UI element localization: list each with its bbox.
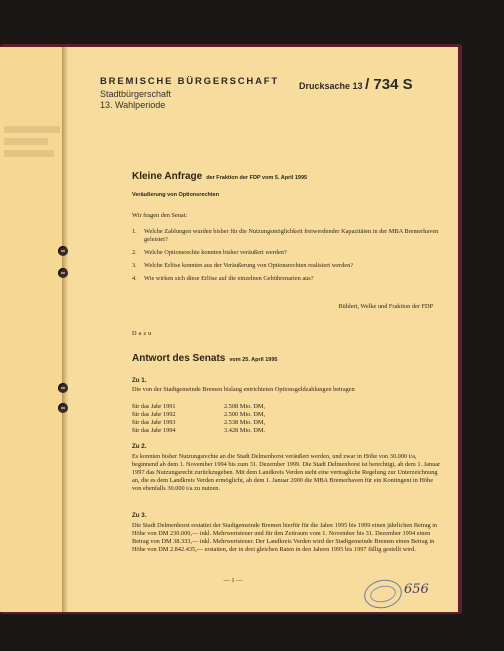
anfrage-subject: Veräußerung von Optionsrechten — [132, 192, 220, 198]
anfrage-title-date: der Fraktion der FDP vom 5. April 1995 — [206, 175, 308, 181]
anfrage-signature: Bühlert, Welke und Fraktion der FDP — [338, 303, 433, 310]
org-name: BREMISCHE BÜRGERSCHAFT — [100, 76, 279, 87]
left-page — [0, 47, 64, 612]
punch-hole — [58, 246, 68, 256]
zu2-text: Es konnten bisher Nutzungsrechte an die Stadt Delmenhorst veräußert werden, und zwar in Höhe von 30.000 t/a, beginnend ab dem 1. November 1994 bis zum 31. Dezember 1999. Die Stadt Delmenhorst ist berechtigt, ab dem 1. Januar 1997 das Nutzungsrecht zurückzugeben. Mit dem Landkreis Verden steht eine vertragliche Regelung zur Unterzeichnung an, die es dem Landkreis Verden ermöglicht, ab dem 1. Januar 2000 die MBA Bremerhaven für ein Kontingent in Höhe von ebenfalls 30.000 t/a zu nutzen. — [132, 453, 441, 493]
antwort-title-date: vom 25. April 1995 — [229, 357, 278, 363]
payments-table — [132, 403, 265, 435]
question-list — [132, 228, 442, 288]
question-number: 1. — [132, 228, 137, 235]
punch-hole — [58, 268, 68, 278]
payments-table-wrap — [132, 403, 442, 435]
question-number: 4. — [132, 275, 137, 283]
anfrage-title-main: Kleine Anfrage — [132, 171, 203, 182]
questions — [132, 228, 442, 283]
page-number: — 1 — — [223, 577, 243, 584]
year-label: für das Jahr 1992 — [132, 411, 176, 418]
anfrage-intro: Wir fragen den Senat: — [132, 212, 188, 219]
org-sub-2: 13. Wahlperiode — [100, 100, 166, 110]
left-page-bleed-text — [4, 121, 60, 162]
zu3-text: Die Stadt Delmenhorst erstattet der Stadtgemeinde Bremen hierfür für die Jahre 1995 bis 1999 einen jährlichen Betrag in Höhe von DM 230.000,— inkl. Mehrwertsteuer und für den Zeitraum vom 1. November bis 31. Dezember 1994 einen Betrag von DM 38.333,— inkl. Mehrwertsteuer. Der Landkreis Verden wird der Stadtgemeinde Bremen einen Betrag in Höhe von DM 2.842.435,— erstatten, der in drei gleichen Raten in den Jahren 1995 bis 1997 fällig gestellt wird. — [132, 522, 438, 554]
table-row — [132, 419, 265, 427]
antwort-title — [132, 348, 442, 366]
punch-hole — [58, 403, 68, 413]
amount-value: 2.500 Mio. DM, — [224, 411, 266, 418]
question-number: 3. — [132, 262, 137, 270]
question-item — [132, 228, 442, 244]
drucksache-number — [299, 76, 449, 93]
org-sub-1: Stadtbürgerschaft — [100, 89, 172, 99]
drucksache-id: / 734 S — [365, 76, 413, 93]
punch-hole — [58, 383, 68, 393]
handwritten-page-number: 656 — [404, 582, 429, 597]
question-item — [132, 249, 442, 257]
zu2-label: Zu 2. — [132, 443, 147, 450]
table-row — [132, 403, 265, 411]
question-number: 2. — [132, 249, 137, 257]
table-row — [132, 411, 265, 419]
question-text: Welche Optionsrechte konnten bisher veräußert werden? — [144, 249, 287, 257]
dazu-label: Dazu — [132, 330, 154, 337]
amount-value: 2.538 Mio. DM, — [224, 419, 266, 426]
zu1-text: Die von der Stadtgemeinde Bremen bislang entrichteten Optionsgeldzahlungen betragen — [132, 386, 355, 393]
zu3-label: Zu 3. — [132, 512, 147, 519]
question-item — [132, 275, 442, 283]
anfrage-title — [132, 166, 442, 184]
table-row — [132, 427, 265, 435]
antwort-title-main: Antwort des Senats — [132, 353, 226, 364]
year-label: für das Jahr 1991 — [132, 403, 176, 410]
amount-value: 2.508 Mio. DM, — [224, 403, 266, 410]
question-text: Wie wirken sich diese Erlöse auf die einzelnen Gebührenarten aus? — [144, 275, 314, 283]
question-text: Welche Zahlungen wurden bisher für die Nutzungsmöglichkeit freiwerdender Kapazitäten in der MBA Bremerhaven geleistet? — [144, 228, 439, 244]
amount-value: 3.428 Mio. DM. — [224, 427, 266, 434]
drucksache-prefix: Drucksache 13 — [299, 81, 363, 91]
year-label: für das Jahr 1994 — [132, 427, 176, 434]
year-label: für das Jahr 1993 — [132, 419, 176, 426]
question-text: Welche Erlöse konnten aus der Veräußerung von Optionsrechten realisiert werden? — [144, 262, 354, 270]
zu1-label: Zu 1. — [132, 377, 147, 384]
question-item — [132, 262, 442, 270]
